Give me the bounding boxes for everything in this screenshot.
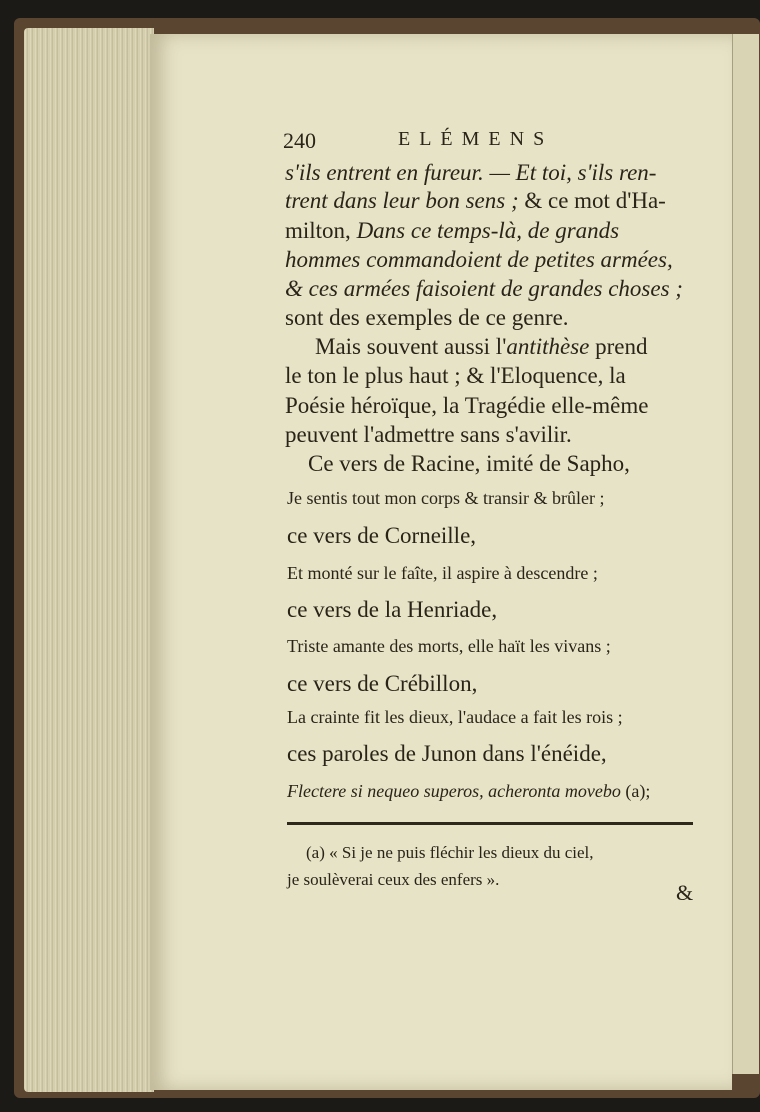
footnote-line: je soulèverai ceux des enfers ». [287,870,500,889]
text-line: hommes commandoient de petites armées, [285,247,673,272]
text-line: ce vers de Crébillon, [287,671,478,696]
text-line: ce vers de Corneille, [287,523,477,548]
text-line: Ce vers de Racine, imité de Sapho, [308,451,630,476]
facing-page-edge [732,34,759,1074]
text-line: s'ils entrent en fureur. — Et toi, s'ils ren- [285,160,657,185]
text-line: trent dans leur bon sens ; & ce mot d'Ha- [285,188,666,213]
page-number: 240 [283,128,316,153]
verse-quote: Je sentis tout mon corps & transir & brûler ; [287,488,605,508]
catchword: & [676,880,694,905]
running-head [283,128,683,158]
text-line: ces paroles de Junon dans l'énéide, [287,741,607,766]
text-line: milton, Dans ce temps-là, de grands [285,218,620,243]
running-title: ELÉMENS [398,128,554,150]
text-line: peuvent l'admettre sans s'avilir. [285,422,572,447]
verse-quote: Triste amante des morts, elle haït les vivans ; [287,636,611,656]
text-line: Poésie héroïque, la Tragédie elle-même [285,393,649,418]
text-line: & ces armées faisoient de grandes choses ; [285,276,683,301]
footnote-line: (a) « Si je ne puis fléchir les dieux du ciel, [306,843,594,862]
text-line: sont des exemples de ce genre. [285,305,569,330]
text-line: le ton le plus haut ; & l'Eloquence, la [285,363,626,388]
verse-quote: Et monté sur le faîte, il aspire à descendre ; [287,563,598,583]
page-edges [24,28,154,1092]
verse-quote: Flectere si nequeo superos, acheronta movebo (a); [287,781,651,801]
text-line: ce vers de la Henriade, [287,597,498,622]
verse-quote: La crainte fit les dieux, l'audace a fait les rois ; [287,707,623,727]
footnote-rule [287,822,693,825]
text-line: Mais souvent aussi l'antithèse prend [315,334,648,359]
